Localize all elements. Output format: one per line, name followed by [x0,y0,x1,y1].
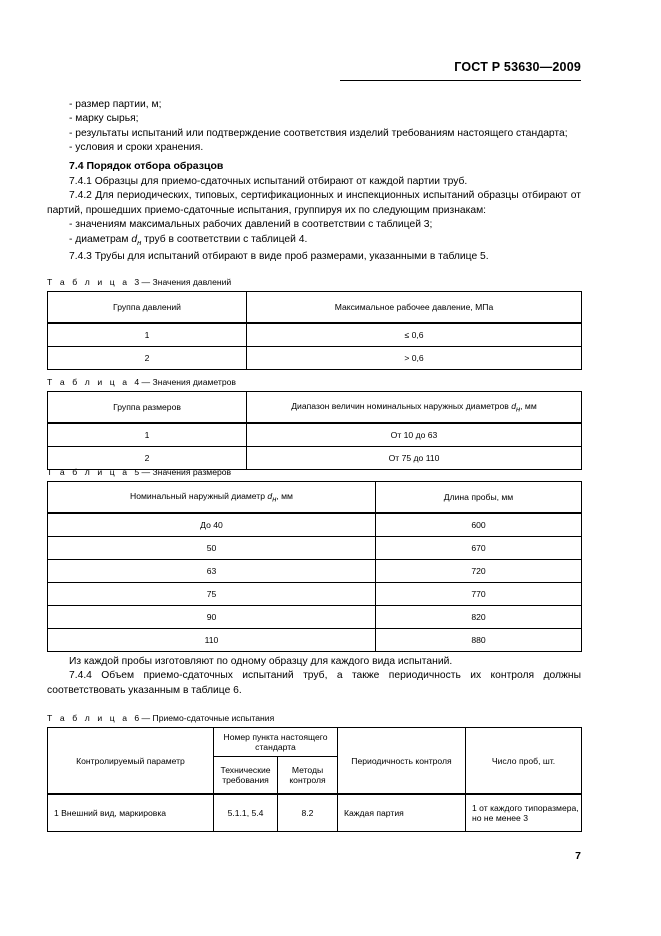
bullet-diameter-text-pre: - диаметрам [69,233,132,245]
table-row [48,323,582,347]
table-3-header-max-pressure: Максимальное рабочее давление, МПа [247,292,582,324]
paragraph-test-results: - результаты испытаний или подтверждение соответствия изделий требованиям настоящего стандарта; [69,127,568,139]
table-3-cell-group-2: 2 [48,347,247,370]
table-5-cell-diameter-2: 50 [48,537,376,560]
bullet-batch-size: - размер партии, м; [69,99,162,110]
table-4-cell-range-1: От 10 до 63 [247,423,582,447]
bullet-max-pressure: - значениям максимальных рабочих давлений в соответствии с таблицей 3; [69,219,433,231]
table-5-header-sample-length: Длина пробы, мм [376,482,582,514]
table-row [48,560,582,583]
table-3-header-pressure-group: Группа давлений [48,292,247,324]
table-4-header-diameter-range [247,392,582,424]
table-3-caption [47,277,581,288]
table-4-header-size-group: Группа размеров [48,392,247,424]
table-6-caption-word: Т а б л и ц а [47,713,130,723]
paragraph-7-4-4: 7.4.4 Объем приемо-сдаточных испытаний труб, а также периодичность их контроля должны соответствовать указанным в таблице 6. [47,670,581,696]
table-6-block [47,713,581,832]
table-6-header-row-1 [48,728,582,757]
table-row [48,606,582,629]
table-5-cell-diameter-5: 90 [48,606,376,629]
table-6-cell-sample-count: 1 от каждого типоразмера, но не менее 3 [466,794,582,832]
table-5-cell-length-3: 720 [376,560,582,583]
symbol-d: d [511,400,516,411]
page-header [47,60,581,74]
table-5-cell-diameter-3: 63 [48,560,376,583]
table-5-cell-length-6: 880 [376,629,582,652]
table-5-cell-length-1: 600 [376,513,582,537]
table-5-cell-diameter-6: 110 [48,629,376,652]
symbol-d-subscript: н [515,404,521,414]
table-row [48,423,582,447]
table-6-caption-rest: 6 — Приемо-сдаточные испытания [134,713,275,723]
table-5-caption [47,467,581,478]
table-4-cell-group-1: 1 [48,423,247,447]
symbol-d: d [131,233,138,245]
symbol-d-subscript: н [272,494,277,504]
table-4-cell-range-2: От 75 до 110 [247,447,582,470]
header-divider [340,80,581,81]
table-4-header-text-post: , мм [520,400,537,411]
table-5-header-row [48,482,582,514]
table-6-header-control-methods: Методы контроля [278,757,338,795]
table-3 [47,291,582,370]
table-5-block [47,467,581,652]
table-5-cell-length-4: 770 [376,583,582,606]
table-6-cell-parameter: 1 Внешний вид, маркировка [48,794,214,832]
table-6-header-technical-requirements: Технические требования [214,757,278,795]
table-row [48,629,582,652]
table-6-header-frequency: Периодичность контроля [338,728,466,795]
table-5-header-nominal-diameter [48,482,376,514]
table-6-header-clause-group: Номер пункта настоящего стандарта [214,728,338,757]
table-5-cell-diameter-1: До 40 [48,513,376,537]
bullet-pipe-diameter [47,233,581,250]
bullet-diameter-text-post: труб в соответствии с таблицей 4. [141,233,308,245]
table-4-cell-group-2: 2 [48,447,247,470]
table-row [48,794,582,832]
standard-number: ГОСТ Р 53630—2009 [454,60,581,74]
bullet-storage-conditions: - условия и сроки хранения. [69,142,204,154]
page-number: 7 [575,850,581,862]
paragraph-7-4-1: 7.4.1 Образцы для приемо-сдаточных испытаний отбирают от каждой партии труб. [69,176,468,188]
table-3-cell-value-1: ≤ 0,6 [247,323,582,347]
table-4 [47,391,582,470]
bullet-raw-material: - марку сырья; [69,113,139,125]
table-3-cell-group-1: 1 [48,323,247,347]
paragraph-7-4-3: 7.4.3 Трубы для испытаний отбирают в виде проб размерами, указанными в таблице 5. [69,251,489,263]
table-5-cell-length-2: 670 [376,537,582,560]
post-table-5-text [47,655,581,698]
table-4-caption [47,377,581,388]
table-5-caption-word: Т а б л и ц а [47,467,130,477]
table-5-header-text-pre: Номинальный наружный диаметр [130,490,268,501]
paragraph-sample-preparation: Из каждой пробы изготовляют по одному образцу для каждого вида испытаний. [69,656,453,667]
table-3-caption-rest: 3 — Значения давлений [134,277,232,287]
table-row [48,513,582,537]
table-4-block [47,377,581,470]
table-5-header-text-post: , мм [276,490,293,501]
table-6 [47,727,582,832]
table-3-block [47,277,581,370]
table-4-header-row [48,392,582,424]
table-5-cell-length-5: 820 [376,606,582,629]
table-6-cell-frequency: Каждая партия [338,794,466,832]
symbol-d: d [267,490,273,501]
table-6-cell-technical-requirements: 5.1.1, 5.4 [214,794,278,832]
table-5-cell-diameter-4: 75 [48,583,376,606]
table-6-cell-control-methods: 8.2 [278,794,338,832]
table-3-cell-value-2: > 0,6 [247,347,582,370]
section-heading-7-4: 7.4 Порядок отбора образцов [69,159,224,172]
table-5-caption-rest: 5 — Значения размеров [134,467,232,477]
table-4-caption-rest: 4 — Значения диаметров [134,377,236,387]
table-3-header-row [48,292,582,324]
paragraph-7-4-2: 7.4.2 Для периодических, типовых, сертификационных и инспекционных испытаний образцы отбирают от партий, прошедших приемо-сдаточные испытания, группируя их по следующим признакам: [47,190,581,216]
table-5 [47,481,582,652]
table-row [48,583,582,606]
table-row [48,537,582,560]
symbol-d-subscript: н [137,237,142,247]
body-text [47,98,581,265]
table-6-header-sample-count: Число проб, шт. [466,728,582,795]
table-4-caption-word: Т а б л и ц а [47,377,130,387]
table-3-caption-word: Т а б л и ц а [47,277,130,287]
table-4-header-text-pre: Диапазон величин номинальных наружных диаметров [291,400,512,411]
table-row [48,347,582,370]
table-6-caption [47,713,581,724]
table-6-header-parameter: Контролируемый параметр [48,728,214,795]
